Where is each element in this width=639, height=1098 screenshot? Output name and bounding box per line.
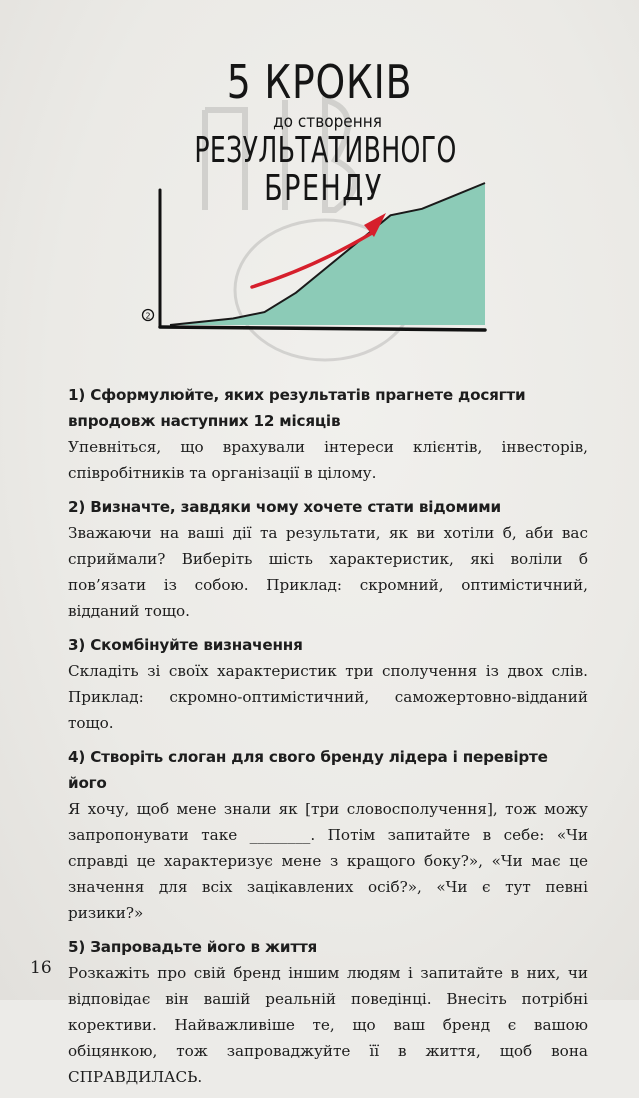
growth-chart <box>140 175 500 345</box>
step-body: Упевніться, що врахували інтереси клієнтів, інвесторів, співробітників та організації в цілому. <box>68 438 588 482</box>
steps-list <box>68 382 588 1098</box>
page-number: 16 <box>30 958 52 978</box>
step-title: 2) Визначте, завдяки чому хочете стати відомими <box>68 498 501 516</box>
step-title: 5) Запровадьте його в життя <box>68 938 318 956</box>
step-5 <box>68 934 588 1090</box>
step-body: Розкажіть про свій бренд іншим людям і запитайте в них, чи відповідає він вашій реальній поведінці. Внесіть потрібні корективи. Найважливіше те, що ваш бренд є вашою обіцянкою, тож запроваджуйте її в життя, щоб вона СПРАВДИЛАСЬ. <box>68 964 588 1086</box>
step-title: 1) Сформулюйте, яких результатів прагнете досягти впродовж наступних 12 місяців <box>68 386 526 430</box>
step-body: Складіть зі своїх характеристик три сполучення із двох слів. Приклад: скромно-оптимістичний, саможертовно-відданий тощо. <box>68 662 588 732</box>
step-body: Зважаючи на ваші дії та результати, як ви хотіли б, аби вас сприймали? Виберіть шість характеристик, які воліли б пов’язати із собою. Приклад: скромний, оптимістичний, відданий тощо. <box>68 524 588 620</box>
step-2 <box>68 494 588 624</box>
step-body: Я хочу, щоб мене знали як [три словосполучення], тож можу запропонувати таке ________. Потім запитайте в себе: «Чи справді це характеризує мене з кращого боку?», «Чи має це значення для всіх зацікавлених осіб?», «Чи є тут певні ризики?» <box>68 800 588 922</box>
step-title: 3) Скомбінуйте визначення <box>68 636 303 654</box>
x-axis <box>160 327 485 330</box>
heading-line-1: 5 КРОКІВ <box>226 55 413 109</box>
origin-marker-label: 2 <box>145 311 151 321</box>
heading-line-2: до створення <box>273 112 382 132</box>
step-3 <box>68 632 588 736</box>
growth-area <box>170 183 485 325</box>
step-1 <box>68 382 588 486</box>
heading-line-4: БРЕНДУ <box>264 168 383 209</box>
heading-line-3: РЕЗУЛЬТАТИВНОГО <box>194 130 457 171</box>
step-4 <box>68 744 588 926</box>
step-title: 4) Створіть слоган для свого бренду лідера і перевірте його <box>68 748 548 792</box>
